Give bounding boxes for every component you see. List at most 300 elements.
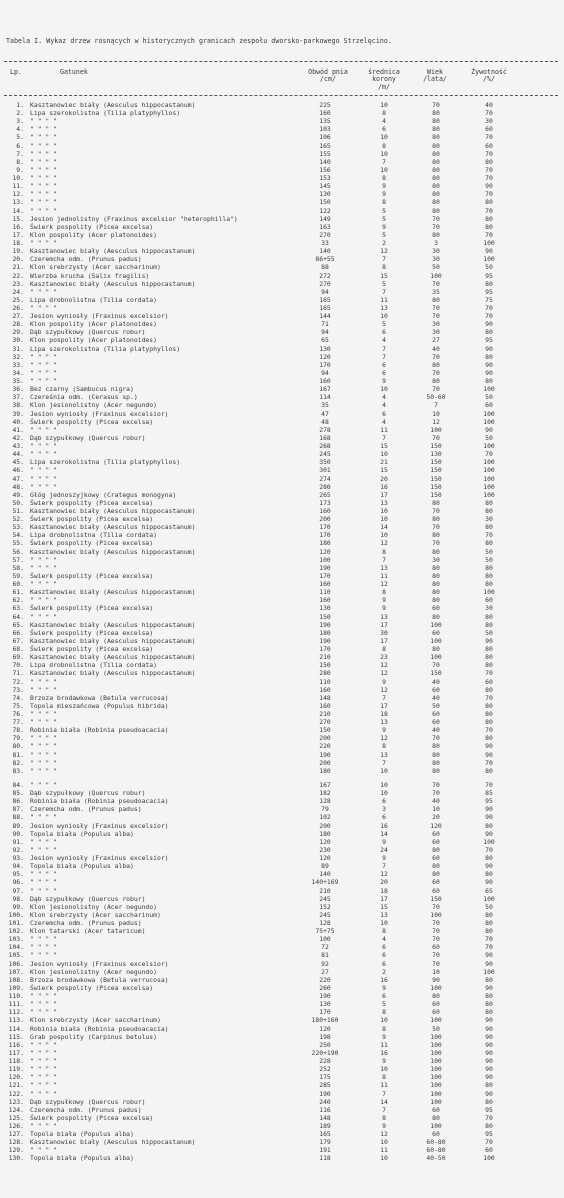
table-row [0, 752, 564, 760]
species-cell: " " " " [30, 596, 57, 605]
age-cell: 70 [432, 935, 440, 944]
age-cell: 70 [432, 312, 440, 321]
table-row [0, 670, 564, 678]
circumference-cell: 230 [319, 845, 331, 854]
crown-diameter-cell: 9 [382, 983, 386, 992]
row-number: 58. [12, 563, 24, 572]
crown-diameter-cell: 9 [382, 182, 386, 191]
vitality-cell: 60 [485, 677, 493, 686]
row-number: 32. [12, 352, 24, 361]
circumference-cell: 86+55 [315, 255, 335, 264]
row-number: 76. [12, 710, 24, 718]
crown-diameter-cell: 13 [380, 910, 388, 919]
table-row [0, 703, 564, 711]
circumference-cell: 102 [319, 813, 331, 822]
circumference-cell: 35 [321, 401, 329, 410]
age-cell: 60 [432, 854, 440, 863]
crown-diameter-cell: 17 [380, 701, 388, 710]
circumference-cell: 110 [319, 588, 331, 597]
vitality-cell: 80 [485, 328, 493, 337]
crown-diameter-cell: 8 [382, 588, 386, 597]
row-number: 48. [12, 482, 24, 491]
row-number: 16. [12, 222, 24, 231]
vitality-cell: 80 [485, 620, 493, 629]
crown-diameter-cell: 15 [380, 271, 388, 280]
age-cell: 80 [432, 498, 440, 507]
header-wiek-line2: /lata/ [423, 75, 447, 84]
circumference-cell: 135 [319, 117, 331, 126]
crown-diameter-cell: 6 [382, 943, 386, 952]
circumference-cell: 191 [319, 1146, 331, 1155]
species-cell: " " " " [30, 718, 57, 727]
circumference-cell: 145 [319, 182, 331, 191]
crown-diameter-cell: 9 [382, 596, 386, 605]
species-cell: Jesion wyniosły (Fraxinus excelsior) [30, 959, 169, 968]
circumference-cell: 120 [319, 837, 331, 846]
row-number: 11. [12, 182, 24, 191]
circumference-cell: 160 [319, 507, 331, 515]
circumference-cell: 89 [321, 862, 329, 871]
vitality-cell: 85 [485, 789, 493, 798]
vitality-cell: 100 [483, 417, 495, 426]
row-number: 55. [12, 539, 24, 548]
vitality-cell: 100 [483, 1154, 495, 1163]
circumference-cell: 140 [319, 870, 331, 879]
row-number: 83. [12, 766, 24, 775]
row-number: 15. [12, 214, 24, 223]
vitality-cell: 90 [485, 951, 493, 960]
row-number: 9. [16, 165, 24, 174]
species-cell: " " " " [30, 157, 57, 166]
age-cell: 20 [432, 813, 440, 822]
row-number: 103. [8, 935, 24, 944]
vitality-cell: 95 [485, 336, 493, 345]
circumference-cell: 149 [319, 214, 331, 223]
species-cell: Świerk pospolity (Picea excelsa) [30, 417, 154, 426]
vitality-cell: 70 [485, 165, 493, 174]
vitality-cell: 100 [483, 588, 495, 597]
row-number: 109. [8, 983, 24, 992]
crown-diameter-cell: 2 [382, 239, 386, 248]
age-cell: 80 [432, 580, 440, 589]
species-cell: " " " " [30, 685, 57, 694]
species-cell: Kasztanowiec biały (Aesculus hippocastanum) [30, 279, 196, 288]
row-number: 113. [8, 1016, 24, 1025]
crown-diameter-cell: 6 [382, 951, 386, 960]
vitality-cell: 80 [485, 523, 493, 532]
crown-diameter-cell: 8 [382, 263, 386, 272]
header-srednica-line3: /m/ [378, 82, 390, 91]
species-cell: " " " " [30, 1146, 57, 1155]
crown-diameter-cell: 11 [380, 1146, 388, 1155]
row-number: 28. [12, 320, 24, 329]
vitality-cell: 80 [485, 718, 493, 727]
table-row [0, 944, 564, 952]
row-number: 127. [8, 1130, 24, 1139]
species-cell: Robinia biała (Robinia pseudoacacia) [30, 797, 169, 806]
age-cell: 100 [430, 425, 442, 434]
species-cell: " " " " [30, 870, 57, 879]
circumference-cell: 148 [319, 693, 331, 702]
crown-diameter-cell: 7 [382, 758, 386, 767]
age-cell: 150 [430, 894, 442, 903]
crown-diameter-cell: 7 [382, 344, 386, 353]
age-cell: 100 [430, 653, 442, 662]
crown-diameter-cell: 12 [380, 539, 388, 548]
circumference-cell: 274 [319, 474, 331, 483]
age-cell: 100 [430, 983, 442, 992]
species-cell: Bez czarny (Sambucus nigra) [30, 385, 134, 394]
circumference-cell: 200 [319, 515, 331, 524]
vitality-cell: 80 [485, 870, 493, 879]
table-row [0, 208, 564, 216]
row-number: 22. [12, 271, 24, 280]
age-cell: 60-80 [426, 1138, 446, 1147]
crown-diameter-cell: 4 [382, 336, 386, 345]
vitality-cell: 80 [485, 279, 493, 288]
age-cell: 7 [434, 401, 438, 410]
row-number: 92. [12, 845, 24, 854]
species-cell: Głóg jednoszyjkowy (Crategus monogyna) [30, 490, 177, 499]
species-cell: " " " " [30, 174, 57, 183]
row-number: 89. [12, 821, 24, 830]
circumference-cell: 228 [319, 1057, 331, 1066]
vitality-cell: 100 [483, 474, 495, 483]
age-cell: 70 [432, 959, 440, 968]
row-number: 5. [16, 133, 24, 142]
species-cell: " " " " [30, 182, 57, 191]
header-wiek-line1: Wiek [427, 68, 443, 76]
species-cell: " " " " [30, 837, 57, 846]
vitality-cell: 100 [483, 894, 495, 903]
species-cell: " " " " [30, 563, 57, 572]
crown-diameter-cell: 8 [382, 1008, 386, 1017]
crown-diameter-cell: 8 [382, 927, 386, 936]
row-number: 102. [8, 927, 24, 936]
species-cell: Kasztanowiec biały (Aesculus hippocastanum) [30, 669, 196, 678]
age-cell: 70 [432, 951, 440, 960]
age-cell: 100 [430, 1057, 442, 1066]
circumference-cell: 130 [319, 190, 331, 199]
age-cell: 80 [432, 742, 440, 751]
circumference-cell: 48 [321, 417, 329, 426]
crown-diameter-cell: 8 [382, 174, 386, 183]
table-row [0, 871, 564, 879]
vitality-cell: 90 [485, 983, 493, 992]
crown-diameter-cell: 13 [380, 563, 388, 572]
age-cell: 80 [432, 758, 440, 767]
age-cell: 40 [432, 693, 440, 702]
row-number: 43. [12, 442, 24, 451]
crown-diameter-cell: 11 [380, 1040, 388, 1049]
species-cell: " " " " [30, 1122, 57, 1130]
row-number: 78. [12, 726, 24, 735]
circumference-cell: 280 [319, 669, 331, 678]
crown-diameter-cell: 16 [380, 975, 388, 984]
row-number: 101. [8, 919, 24, 927]
crown-diameter-cell: 10 [380, 1154, 388, 1163]
circumference-cell: 252 [319, 1065, 331, 1074]
age-cell: 70 [432, 101, 440, 109]
circumference-cell: 120 [319, 352, 331, 361]
circumference-cell: 165 [319, 1130, 331, 1139]
vitality-cell: 80 [485, 653, 493, 662]
vitality-cell: 90 [485, 368, 493, 377]
row-number: 111. [8, 1000, 24, 1009]
species-cell: " " " " [30, 368, 57, 377]
circumference-cell: 160 [319, 377, 331, 386]
crown-diameter-cell: 13 [380, 304, 388, 312]
species-cell: " " " " [30, 141, 57, 150]
species-cell: Klon pospolity (Acer platonoides) [30, 230, 157, 239]
age-cell: 10 [432, 805, 440, 814]
crown-diameter-cell: 12 [380, 580, 388, 589]
species-cell: " " " " [30, 190, 57, 199]
crown-diameter-cell: 9 [382, 604, 386, 613]
species-cell: " " " " [30, 1081, 57, 1090]
age-cell: 80 [432, 295, 440, 304]
crown-diameter-cell: 12 [380, 661, 388, 670]
species-cell: Klon srebrzysty (Acer saccharinum) [30, 1016, 161, 1025]
species-cell: Lipa szerokolistna (Tilia platyphyllos) [30, 458, 181, 467]
circumference-cell: 150 [319, 198, 331, 207]
row-number: 36. [12, 385, 24, 394]
age-cell: 70 [432, 523, 440, 532]
crown-diameter-cell: 10 [380, 789, 388, 798]
circumference-cell: 155 [319, 149, 331, 158]
age-cell: 100 [430, 1032, 442, 1041]
table-row [0, 281, 564, 289]
table-row [0, 297, 564, 305]
table-row [0, 605, 564, 613]
age-cell: 50 [432, 263, 440, 272]
vitality-cell: 90 [485, 829, 493, 838]
vitality-cell: 90 [485, 1089, 493, 1098]
row-number: 119. [8, 1065, 24, 1074]
age-cell: 40 [432, 797, 440, 806]
vitality-cell: 95 [485, 1130, 493, 1139]
header-zywotnosc-line1: Żywotność [471, 68, 507, 76]
vitality-cell: 100 [483, 442, 495, 451]
age-cell: 60 [432, 628, 440, 637]
crown-diameter-cell: 17 [380, 894, 388, 903]
species-cell: " " " " [30, 1048, 57, 1057]
vitality-cell: 50 [485, 547, 493, 556]
age-cell: 70 [432, 734, 440, 743]
vitality-cell: 70 [485, 935, 493, 944]
circumference-cell: 198 [319, 1032, 331, 1041]
table-row [0, 443, 564, 451]
row-number: 87. [12, 805, 24, 814]
vitality-cell: 70 [485, 312, 493, 321]
table-row [0, 134, 564, 142]
crown-diameter-cell: 9 [382, 726, 386, 735]
row-number: 7. [16, 149, 24, 158]
vitality-cell: 100 [483, 490, 495, 499]
species-cell: " " " " [30, 474, 57, 483]
row-number: 130. [8, 1154, 24, 1163]
crown-diameter-cell: 8 [382, 141, 386, 150]
circumference-cell: 180 [319, 766, 331, 775]
circumference-cell: 179 [319, 1138, 331, 1147]
vitality-cell: 100 [483, 385, 495, 394]
circumference-cell: 167 [319, 385, 331, 394]
row-number: 54. [12, 531, 24, 540]
age-cell: 10 [432, 409, 440, 418]
circumference-cell: 150 [319, 661, 331, 670]
age-cell: 80 [432, 182, 440, 191]
species-cell: " " " " [30, 710, 57, 718]
vitality-cell: 80 [485, 1122, 493, 1130]
age-cell: 100 [430, 1081, 442, 1090]
circumference-cell: 144 [319, 312, 331, 321]
vitality-cell: 80 [485, 821, 493, 830]
table-row [0, 711, 564, 719]
age-cell: 80 [432, 612, 440, 621]
row-number: 61. [12, 588, 24, 597]
circumference-cell: 100 [319, 555, 331, 564]
circumference-cell: 180 [319, 829, 331, 838]
species-cell: " " " " [30, 813, 57, 822]
species-cell: " " " " [30, 766, 57, 775]
row-number: 128. [8, 1138, 24, 1147]
circumference-cell: 47 [321, 409, 329, 418]
circumference-cell: 170 [319, 531, 331, 540]
species-cell: Czeremcha odm. (Prunus padus) [30, 805, 142, 814]
species-cell: " " " " [30, 450, 57, 459]
age-cell: 80 [432, 588, 440, 597]
species-cell: " " " " [30, 304, 57, 312]
row-number: 85. [12, 789, 24, 798]
crown-diameter-cell: 6 [382, 797, 386, 806]
circumference-cell: 170 [319, 1008, 331, 1017]
species-cell: Klon jesionolistny (Acer negundo) [30, 967, 157, 976]
crown-diameter-cell: 7 [382, 1089, 386, 1098]
circumference-cell: 278 [319, 425, 331, 434]
header-srednica-line1: średnica [368, 68, 400, 76]
vitality-cell: 80 [485, 580, 493, 589]
crown-diameter-cell: 13 [380, 718, 388, 727]
vitality-cell: 80 [485, 766, 493, 775]
crown-diameter-cell: 10 [380, 515, 388, 524]
row-number: 129. [8, 1146, 24, 1155]
age-cell: 70 [432, 222, 440, 231]
crown-diameter-cell: 17 [380, 490, 388, 499]
age-cell: 150 [430, 490, 442, 499]
row-number: 110. [8, 992, 24, 1001]
crown-diameter-cell: 5 [382, 230, 386, 239]
vitality-cell: 80 [485, 854, 493, 863]
row-number: 23. [12, 279, 24, 288]
crown-diameter-cell: 7 [382, 157, 386, 166]
circumference-cell: 140 [319, 157, 331, 166]
crown-diameter-cell: 13 [380, 612, 388, 621]
crown-diameter-cell: 10 [380, 1016, 388, 1025]
table-row [0, 362, 564, 370]
age-cell: 80 [432, 149, 440, 158]
age-cell: 100 [430, 1065, 442, 1074]
row-number: 26. [12, 304, 24, 312]
row-number: 80. [12, 742, 24, 751]
circumference-cell: 100 [319, 935, 331, 944]
circumference-cell: 190 [319, 1089, 331, 1098]
circumference-cell: 150 [319, 612, 331, 621]
row-number: 35. [12, 377, 24, 386]
circumference-cell: 260 [319, 983, 331, 992]
species-cell: " " " " [30, 206, 57, 215]
row-number: 118. [8, 1057, 24, 1066]
row-number: 120. [8, 1073, 24, 1082]
species-cell: Jesion wyniosły (Fraxinus excelsior) [30, 821, 169, 830]
species-cell: " " " " [30, 198, 57, 207]
table-row [0, 354, 564, 362]
species-cell: Brzoza brodawkowa (Betula verrucosa) [30, 975, 169, 984]
table-row [0, 936, 564, 944]
vitality-cell: 100 [483, 837, 495, 846]
crown-diameter-cell: 2 [382, 967, 386, 976]
crown-diameter-cell: 8 [382, 1113, 386, 1122]
species-cell: " " " " [30, 780, 57, 789]
species-cell: Topola biała (Populus alba) [30, 829, 134, 838]
row-number: 18. [12, 239, 24, 248]
species-cell: Topola biała (Populus alba) [30, 862, 134, 871]
table-row [0, 467, 564, 475]
circumference-cell: 170 [319, 523, 331, 532]
circumference-cell: 165 [319, 141, 331, 150]
circumference-cell: 167 [319, 780, 331, 789]
circumference-cell: 72 [321, 943, 329, 952]
table-row [0, 1034, 564, 1042]
age-cell: 70 [432, 279, 440, 288]
row-number: 67. [12, 636, 24, 645]
circumference-cell: 130 [319, 604, 331, 613]
row-number: 62. [12, 596, 24, 605]
circumference-cell: 268 [319, 442, 331, 451]
vitality-cell: 90 [485, 1024, 493, 1033]
row-number: 51. [12, 507, 24, 515]
row-number: 124. [8, 1105, 24, 1114]
age-cell: 150 [430, 466, 442, 475]
row-number: 64. [12, 612, 24, 621]
vitality-cell: 80 [485, 661, 493, 670]
crown-diameter-cell: 7 [382, 352, 386, 361]
species-cell: " " " " [30, 943, 57, 952]
row-number: 46. [12, 466, 24, 475]
species-cell: Kasztanowiec biały (Aesculus hippocastanum) [30, 547, 196, 556]
circumference-cell: 120 [319, 547, 331, 556]
circumference-cell: 173 [319, 498, 331, 507]
circumference-cell: 245 [319, 910, 331, 919]
age-cell: 70 [432, 214, 440, 223]
circumference-cell: 128 [319, 919, 331, 927]
row-number: 98. [12, 894, 24, 903]
vitality-cell: 90 [485, 425, 493, 434]
table-row [0, 411, 564, 419]
age-cell: 12 [432, 417, 440, 426]
age-cell: 60 [432, 685, 440, 694]
table-row [0, 768, 564, 776]
crown-diameter-cell: 5 [382, 279, 386, 288]
age-cell: 80 [432, 845, 440, 854]
vitality-cell: 95 [485, 271, 493, 280]
circumference-cell: 200 [319, 758, 331, 767]
table-row [0, 435, 564, 443]
species-cell: Robinia biała (Robinia pseudoacacia) [30, 1024, 169, 1033]
crown-diameter-cell: 10 [380, 450, 388, 459]
vitality-cell: 90 [485, 182, 493, 191]
circumference-cell: 190 [319, 563, 331, 572]
age-cell: 27 [432, 336, 440, 345]
